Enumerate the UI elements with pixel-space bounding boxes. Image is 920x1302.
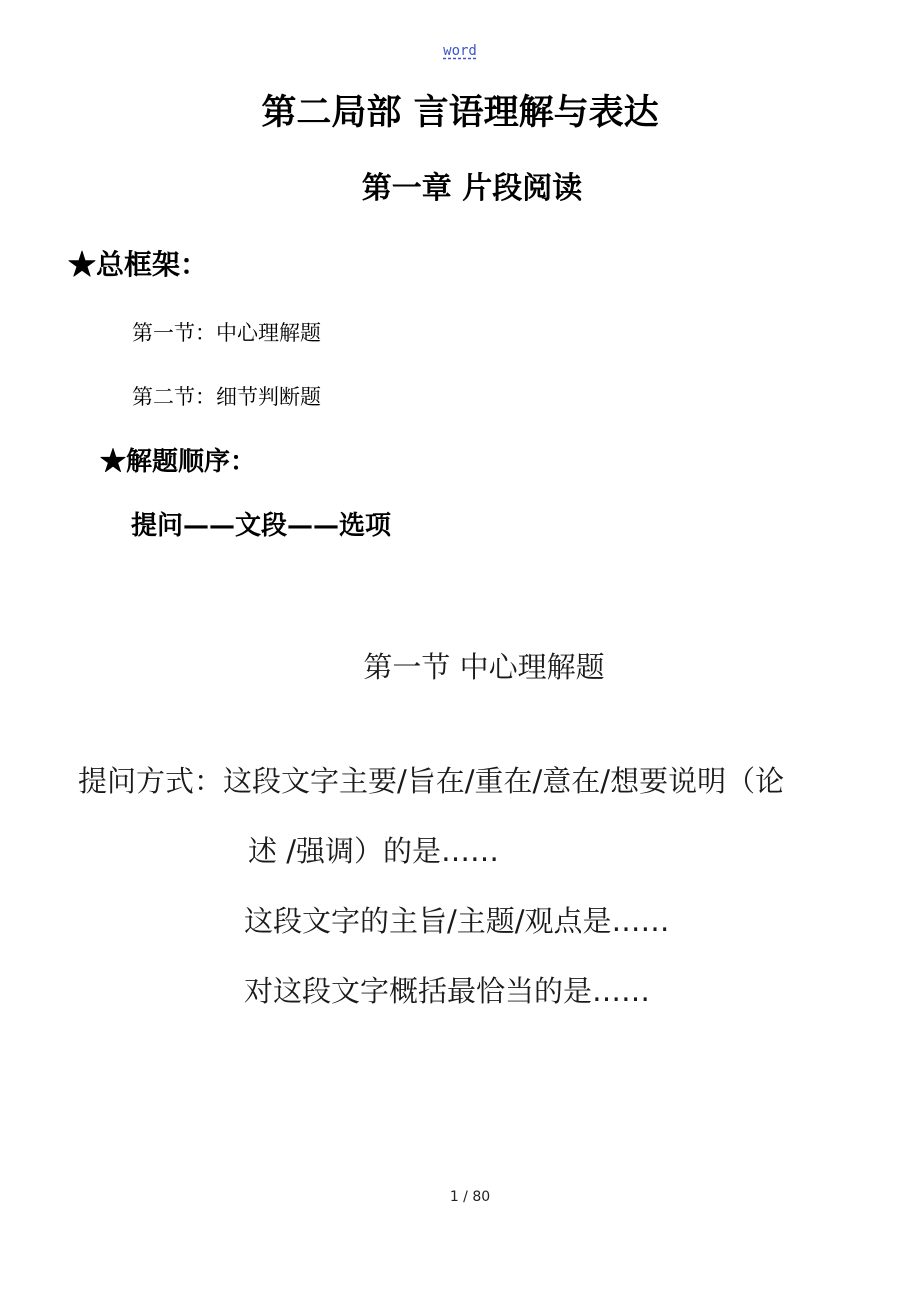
question-prompt-line-2: 述 /强调）的是…… bbox=[248, 834, 499, 868]
section-title: 第一节 中心理解题 bbox=[363, 650, 605, 684]
header-link-text[interactable]: word bbox=[443, 43, 477, 59]
framework-heading: ★总框架： bbox=[68, 248, 209, 281]
document-title: 第二局部 言语理解与表达 bbox=[261, 93, 659, 133]
chapter-title: 第一章 片段阅读 bbox=[361, 171, 583, 206]
question-prompt-line-1: 提问方式：这段文字主要/旨在/重在/意在/想要说明（论 bbox=[78, 764, 785, 798]
page-number: 1 / 80 bbox=[449, 1189, 491, 1205]
solving-order-flow: 提问——文段——选项 bbox=[131, 511, 392, 541]
header-word-link[interactable] bbox=[0, 41, 920, 61]
solving-order-heading: ★解题顺序： bbox=[100, 447, 257, 477]
question-prompt-line-4: 对这段文字概括最恰当的是…… bbox=[244, 974, 651, 1008]
question-prompt-line-3: 这段文字的主旨/主题/观点是…… bbox=[244, 904, 670, 938]
framework-item-section-1: 第一节：中心理解题 bbox=[132, 321, 321, 345]
framework-item-section-2: 第二节：细节判断题 bbox=[132, 385, 321, 409]
